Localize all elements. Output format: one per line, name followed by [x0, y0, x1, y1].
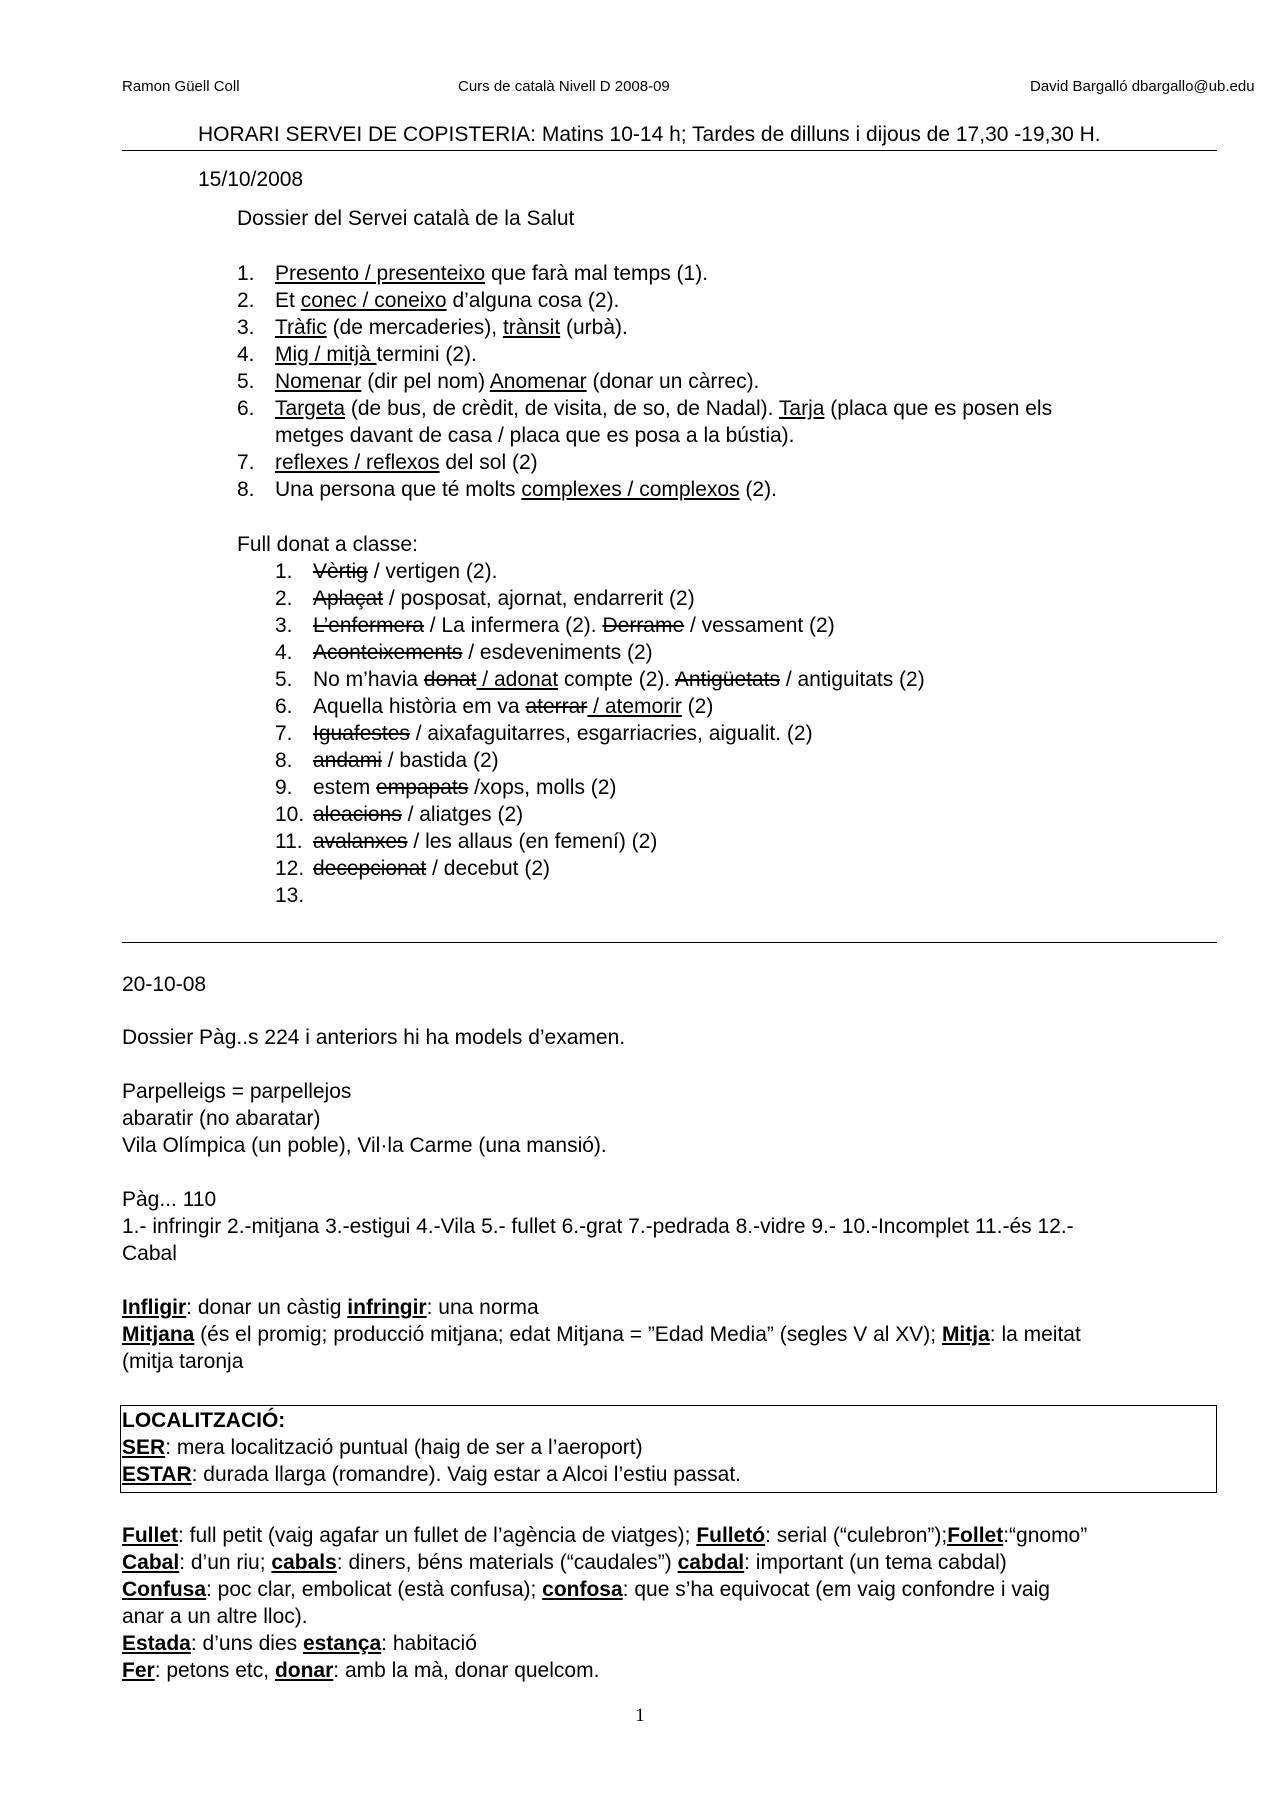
text-segment: / La infermera (2).: [423, 614, 603, 637]
text-segment: d’alguna cosa (2).: [446, 289, 620, 312]
text-segment: Et: [275, 289, 301, 312]
struck-text: Vèrtig: [313, 560, 368, 583]
item-number: 11.: [275, 830, 303, 853]
term: Fulletó: [696, 1524, 766, 1547]
item-number: 13.: [275, 884, 305, 907]
item-number: 1.: [275, 560, 293, 583]
struck-text: L’enfermera: [313, 614, 424, 637]
text-segment: / les allaus (en femení) (2): [407, 830, 658, 853]
section2-date: 20-10-08: [122, 973, 207, 996]
text-segment: (de bus, de crèdit, de visita, de so, de Nadal).: [345, 397, 779, 420]
text-segment: No m’havia: [313, 668, 424, 691]
handout-item: [275, 587, 695, 611]
text-segment: Aquella història em va: [313, 695, 526, 718]
item-number: 12.: [275, 857, 305, 880]
text-segment: / bastida (2): [381, 749, 499, 772]
item-number: 7.: [275, 722, 293, 745]
text-segment: : important (un tema cabdal): [744, 1551, 1007, 1574]
underlined-text: Nomenar: [275, 370, 362, 393]
definition-line: [122, 1296, 539, 1320]
item-number: 1.: [237, 262, 255, 285]
handout-item: [275, 776, 616, 800]
handout-title: Full donat a classe:: [237, 533, 418, 556]
term: cabals: [271, 1551, 337, 1574]
note-line: Parpelleigs = parpellejos: [122, 1080, 352, 1103]
item-number: 9.: [275, 776, 293, 799]
definition-line: [122, 1524, 1087, 1548]
text-segment: (dir pel nom): [361, 370, 490, 393]
item-number: 4.: [237, 343, 255, 366]
dossier-item: [237, 343, 477, 367]
text-segment: (donar un càrrec).: [586, 370, 760, 393]
definition-line: [122, 1659, 599, 1683]
term: donar: [274, 1659, 334, 1682]
handout-item: [275, 803, 523, 827]
term: SER: [122, 1436, 166, 1459]
item-number: 2.: [275, 587, 293, 610]
note-line: Vila Olímpica (un poble), Vil·la Carme (una mansió).: [122, 1134, 607, 1157]
handout-item: [275, 749, 499, 773]
copy-service-notice: HORARI SERVEI DE COPISTERIA: Matins 10-14 h; Tardes de dilluns i dijous de 17,30 -19,30 H.: [198, 123, 1101, 146]
underlined-text: reflexes / reflexos: [275, 451, 440, 474]
text-segment: (de mercaderies),: [326, 316, 503, 339]
item-number: 10.: [275, 803, 305, 826]
text-segment: anar a un altre lloc).: [122, 1605, 308, 1628]
text-segment: : serial (“culebron”);: [765, 1524, 948, 1547]
dossier-item: [237, 424, 795, 448]
text-segment: : donar un càstig: [186, 1296, 348, 1319]
top-divider: [122, 150, 1217, 151]
handout-item: [275, 668, 925, 692]
term: Infligir: [122, 1296, 187, 1319]
dossier-item: [237, 451, 538, 475]
term: estança: [302, 1632, 382, 1655]
answers-line: 1.- infringir 2.-mitjana 3.-estigui 4.-Vila 5.- fullet 6.-grat 7.-pedrada 8.-vidre 9.- 10.-Incomplet 11.-és 12.-: [122, 1215, 1074, 1238]
text-segment: / aixafaguitarres, esgarriacries, aigualit. (2): [409, 722, 813, 745]
struck-text: Antigüetats: [674, 668, 780, 691]
text-segment: : mera localització puntual (haig de ser a l’aeroport): [165, 1436, 643, 1459]
definition-line: [122, 1578, 1050, 1602]
underlined-text: Anomenar: [489, 370, 587, 393]
text-segment: /xops, molls (2): [468, 776, 617, 799]
handout-item: [275, 614, 835, 638]
definition-line: [122, 1551, 1007, 1575]
text-segment: (és el promig; producció mitjana; edat Mitjana = ”Edad Media” (segles V al XV);: [194, 1323, 942, 1346]
handout-item: [275, 641, 653, 665]
term: confosa: [542, 1578, 623, 1601]
item-number: 4.: [275, 641, 293, 664]
item-number: 6.: [275, 695, 293, 718]
term: Mitja: [941, 1323, 990, 1346]
answers-line: Cabal: [122, 1242, 177, 1265]
text-segment: / vessament (2): [684, 614, 835, 637]
item-number: 3.: [275, 614, 293, 637]
item-number: 6.: [237, 397, 255, 420]
handout-item: [275, 560, 497, 584]
page-number: 1: [635, 1705, 645, 1726]
text-segment: : d’un riu;: [179, 1551, 272, 1574]
header-course: Curs de català Nivell D 2008-09: [458, 78, 670, 95]
underlined-text: / atemorir: [587, 695, 682, 718]
handout-item: [275, 695, 713, 719]
struck-text: donat: [423, 668, 477, 691]
handout-item: [275, 830, 657, 854]
section-divider: [122, 942, 1217, 943]
text-segment: / antiguitats (2): [779, 668, 925, 691]
text-segment: metges davant de casa / placa que es posa a la bústia).: [275, 424, 795, 447]
text-segment: (urbà).: [560, 316, 628, 339]
underlined-text: / adonat: [476, 668, 559, 691]
text-segment: del sol (2): [439, 451, 538, 474]
term: infringir: [347, 1296, 427, 1319]
section1-date: 15/10/2008: [198, 168, 304, 191]
definition-line: [122, 1323, 1081, 1347]
page-reference: Pàg... 110: [122, 1188, 217, 1211]
term: Fer: [122, 1659, 155, 1682]
underlined-text: Targeta: [275, 397, 346, 420]
dossier-item: [237, 478, 777, 502]
struck-text: Aconteixements: [313, 641, 463, 664]
dossier-item: [237, 370, 759, 394]
term: Confusa: [122, 1578, 206, 1601]
dossier-item: [237, 397, 1052, 421]
text-segment: : habitació: [381, 1632, 477, 1655]
text-segment: : durada llarga (romandre). Vaig estar a Alcoi l’estiu passat.: [191, 1463, 742, 1486]
dossier-item: [237, 316, 628, 340]
underlined-text: Tràfic: [275, 316, 327, 339]
text-segment: :“gnomo”: [1003, 1524, 1088, 1547]
item-number: 5.: [275, 668, 293, 691]
item-number: 8.: [237, 478, 255, 501]
text-segment: (2).: [739, 478, 777, 501]
term: Cabal: [122, 1551, 180, 1574]
struck-text: decepcionat: [313, 857, 427, 880]
text-segment: (placa que es posen els: [824, 397, 1053, 420]
text-segment: : petons etc,: [154, 1659, 275, 1682]
struck-text: andami: [313, 749, 382, 772]
text-segment: / esdeveniments (2): [462, 641, 653, 664]
text-segment: que farà mal temps (1).: [485, 262, 709, 285]
text-segment: / vertigen (2).: [367, 560, 498, 583]
struck-text: avalanxes: [313, 830, 408, 853]
definition-line: [122, 1605, 308, 1629]
term: Estada: [122, 1632, 191, 1655]
struck-text: empapats: [376, 776, 469, 799]
text-segment: : la meitat: [989, 1323, 1081, 1346]
text-segment: estem: [313, 776, 377, 799]
localitzacio-line: [122, 1463, 741, 1487]
handout-item: [275, 857, 550, 881]
underlined-text: trànsit: [502, 316, 561, 339]
header-contact: David Bargalló dbargallo@ub.edu: [1030, 78, 1255, 95]
dossier-note: Dossier Pàg..s 224 i anteriors hi ha models d’examen.: [122, 1026, 626, 1049]
struck-text: Aplaçat: [313, 587, 384, 610]
text-segment: termini (2).: [376, 343, 477, 366]
struck-text: Iguafestes: [313, 722, 410, 745]
term: Fullet: [122, 1524, 178, 1547]
struck-text: aterrar: [525, 695, 588, 718]
term: Mitjana: [122, 1323, 195, 1346]
struck-text: Derrame: [602, 614, 685, 637]
definition-line: [122, 1350, 243, 1374]
text-segment: (2): [681, 695, 714, 718]
text-segment: / posposat, ajornat, endarrerit (2): [383, 587, 695, 610]
term: Follet: [947, 1524, 1004, 1547]
header-author: Ramon Güell Coll: [122, 78, 240, 95]
underlined-text: Presento / presenteixo: [275, 262, 486, 285]
underlined-text: conec / coneixo: [300, 289, 447, 312]
localitzacio-title: LOCALITZACIÓ:: [122, 1409, 286, 1432]
text-segment: : diners, béns materials (“caudales”): [336, 1551, 678, 1574]
text-segment: : d’uns dies: [190, 1632, 303, 1655]
item-number: 8.: [275, 749, 293, 772]
item-number: 3.: [237, 316, 255, 339]
text-segment: (mitja taronja: [122, 1350, 244, 1373]
section1-dossier-title: Dossier del Servei català de la Salut: [237, 207, 575, 230]
item-number: 7.: [237, 451, 255, 474]
underlined-text: Tarja: [778, 397, 825, 420]
underlined-text: complexes / complexos: [521, 478, 740, 501]
localitzacio-line: [122, 1436, 643, 1460]
note-line: abaratir (no abaratar): [122, 1107, 321, 1130]
text-segment: : poc clar, embolicat (està confusa);: [206, 1578, 543, 1601]
text-segment: : que s’ha equivocat (em vaig confondre i vaig: [622, 1578, 1050, 1601]
term: cabdal: [677, 1551, 745, 1574]
text-segment: / aliatges (2): [401, 803, 524, 826]
dossier-item: [237, 262, 708, 286]
text-segment: : full petit (vaig agafar un fullet de l’agència de viatges);: [178, 1524, 697, 1547]
term: ESTAR: [122, 1463, 192, 1486]
item-number: 5.: [237, 370, 255, 393]
definition-line: [122, 1632, 477, 1656]
handout-item: [275, 722, 813, 746]
text-segment: : una norma: [426, 1296, 539, 1319]
item-number: 2.: [237, 289, 255, 312]
text-segment: / decebut (2): [426, 857, 550, 880]
underlined-text: Mig / mitjà: [275, 343, 377, 366]
text-segment: compte (2).: [558, 668, 675, 691]
text-segment: : amb la mà, donar quelcom.: [333, 1659, 600, 1682]
handout-item: [275, 884, 313, 908]
struck-text: aleacions: [313, 803, 402, 826]
dossier-item: [237, 289, 619, 313]
text-segment: Una persona que té molts: [275, 478, 522, 501]
